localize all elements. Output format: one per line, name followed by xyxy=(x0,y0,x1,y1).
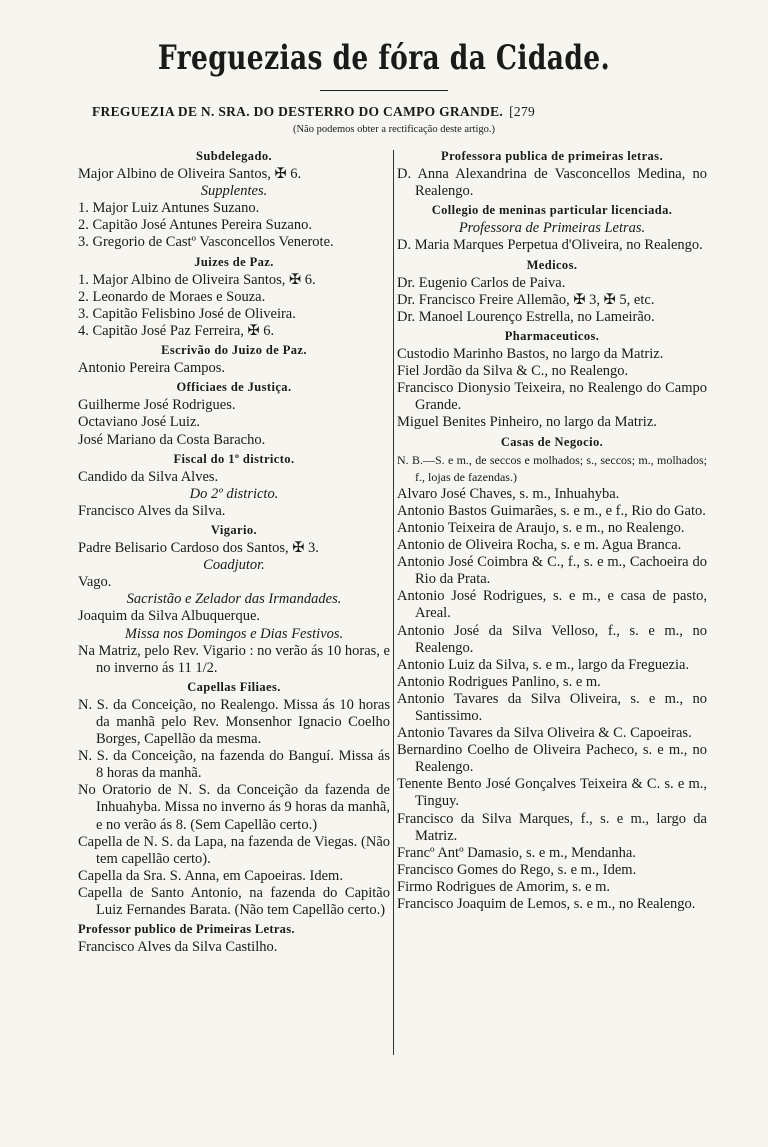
section-heading-fiscal-2: Do 2º districto. xyxy=(189,485,279,502)
list-item: Guilherme José Rodrigues. xyxy=(78,397,236,414)
section-heading-juizes: Juizes de Paz. xyxy=(194,254,274,269)
section-heading-missa: Missa nos Domingos e Dias Festivos. xyxy=(124,625,344,642)
list-item: 1. Major Luiz Antunes Suzano. xyxy=(78,200,260,217)
section-heading-pharmaceuticos: Pharmaceuticos. xyxy=(504,328,600,343)
list-item: Francisco Dionysio Teixeira, no Realengo do Campo Grande. xyxy=(397,380,707,414)
abbreviation-note: N. B.—S. e m., de seccos e molhados; s., seccos; m., molhados; f., lojas de fazendas.) xyxy=(397,452,707,484)
entry-professora-primeiras: D. Maria Marques Perpetua d'Oliveira, no Realengo. xyxy=(397,237,703,254)
section-heading-casas: Casas de Negocio. xyxy=(500,434,604,449)
list-item: 3. Gregorio de Castº Vasconcellos Venerote. xyxy=(78,234,334,251)
list-item: Capella da Sra. S. Anna, em Capoeiras. Idem. xyxy=(78,867,343,884)
list-item: Custodio Marinho Bastos, no largo da Matriz. xyxy=(397,346,664,363)
editorial-note: (Não podemos obter a rectificação deste artigo.) xyxy=(292,124,496,135)
entry-coadjutor: Vago. xyxy=(78,574,112,591)
section-heading-professor: Professor publico de Primeiras Letras. xyxy=(78,922,295,937)
list-item: Francisco Gomes do Rego, s. e m., Idem. xyxy=(397,861,637,878)
entry-vigario: Padre Belisario Cardoso dos Santos, ✠ 3. xyxy=(78,540,319,557)
left-column xyxy=(78,146,390,956)
entry-fiscal-2: Francisco Alves da Silva. xyxy=(78,502,226,519)
section-heading-subdelegado: Subdelegado. xyxy=(195,149,272,163)
list-item: Firmo Rodrigues de Amorim, s. e m. xyxy=(397,878,611,895)
entry-missa: Na Matriz, pelo Rev. Vigario : no verão ás 10 horas, e no inverno ás 11 1/2. xyxy=(78,642,390,676)
list-item: Dr. Francisco Freire Allemão, ✠ 3, ✠ 5, etc. xyxy=(397,291,655,308)
section-heading-fiscal-1: Fiscal do 1º districto. xyxy=(173,451,295,466)
list-item: Antonio Luiz da Silva, s. e m., largo da Freguezia. xyxy=(397,656,690,673)
list-item: José Mariano da Costa Baracho. xyxy=(78,431,266,448)
list-item: Tenente Bento José Gonçalves Teixeira & C. s. e m., Tinguy. xyxy=(397,776,707,810)
section-heading-officiaes: Officiaes de Justiça. xyxy=(176,380,292,395)
list-item: Francº Antº Damasio, s. e m., Mendanha. xyxy=(397,844,636,861)
list-item: Antonio Tavares da Silva Oliveira & C. Capoeiras. xyxy=(397,725,692,742)
list-item: Octaviano José Luiz. xyxy=(78,414,201,431)
entry-escrivao: Antonio Pereira Campos. xyxy=(78,360,225,377)
parish-name: FREGUEZIA DE N. SRA. DO DESTERRO DO CAMPO GRANDE. xyxy=(92,104,504,119)
parish-header xyxy=(92,104,692,120)
list-item: Dr. Manoel Lourenço Estrella, no Lameirão. xyxy=(397,308,655,325)
section-heading-escrivao: Escrivão do Juizo de Paz. xyxy=(161,343,307,358)
title-rule xyxy=(320,90,448,91)
list-item: Antonio de Oliveira Rocha, s. e m. Agua Branca. xyxy=(397,537,682,554)
list-item: Antonio Tavares da Silva Oliveira, s. e m., no Santissimo. xyxy=(397,690,707,724)
section-heading-capellas: Capellas Filiaes. xyxy=(187,679,281,694)
list-item: Antonio Rodrigues Panlino, s. e m. xyxy=(397,673,601,690)
list-item: N. S. da Conceição, na fazenda do Banguí. Missa ás 8 horas da manhã. xyxy=(78,748,390,782)
list-item: Antonio José Rodrigues, s. e m., e casa de pasto, Areal. xyxy=(397,588,707,622)
list-item: Capella de N. S. da Lapa, na fazenda de Viegas. (Não tem capellão certo). xyxy=(78,833,390,867)
list-item: 2. Leonardo de Moraes e Souza. xyxy=(78,288,266,305)
section-heading-vigario: Vigario. xyxy=(210,522,258,537)
list-item: Capella de Santo Antonio, na fazenda do Capitão Luiz Fernandes Barata. (Não tem Capellão certo.) xyxy=(78,884,390,919)
list-item: 2. Capitão José Antunes Pereira Suzano. xyxy=(78,217,312,234)
section-heading-professora: Professora publica de primeiras letras. xyxy=(441,149,663,163)
section-heading-coadjutor: Coadjutor. xyxy=(203,557,265,574)
list-item: Fiel Jordão da Silva & C., no Realengo. xyxy=(397,363,629,380)
list-item: No Oratorio de N. S. da Conceição da fazenda de Inhuahyba. Missa no inverno ás 9 horas da manhã, e no verão ás 8. (Sem Capellão certo.) xyxy=(78,782,390,833)
entry-professor: Francisco Alves da Silva Castilho. xyxy=(78,939,278,956)
list-item: 4. Capitão José Paz Ferreira, ✠ 6. xyxy=(78,322,275,339)
list-item: Antonio José Coimbra & C., f., s. e m., Cachoeira do Rio da Prata. xyxy=(397,554,707,588)
page-title: Freguezias de fóra da Cidade. xyxy=(157,38,611,78)
section-heading-medicos: Medicos. xyxy=(526,257,578,272)
list-item: Francisco Joaquim de Lemos, s. e m., no Realengo. xyxy=(397,896,696,913)
entry-subdelegado: Major Albino de Oliveira Santos, ✠ 6. xyxy=(78,166,302,183)
list-item: N. S. da Conceição, no Realengo. Missa ás 10 horas da manhã pelo Rev. Monsenhor Ignacio Coelho Borges, Capellão da mesma. xyxy=(78,696,390,748)
list-item: Antonio Teixeira de Araujo, s. e m., no Realengo. xyxy=(397,519,685,536)
column-divider xyxy=(393,150,394,1055)
list-item: 3. Capitão Felisbino José de Oliveira. xyxy=(78,305,296,322)
section-heading-supplentes: Supplentes. xyxy=(200,183,268,200)
list-item: Alvaro José Chaves, s. m., Inhuahyba. xyxy=(397,485,620,502)
page-number: [279 xyxy=(509,104,536,119)
entry-professora: D. Anna Alexandrina de Vasconcellos Medina, no Realengo. xyxy=(397,166,707,200)
list-item: Antonio Bastos Guimarães, s. e m., e f., Rio do Gato. xyxy=(397,502,706,519)
entry-fiscal-1: Candido da Silva Alves. xyxy=(78,468,219,485)
entry-sacristao: Joaquim da Silva Albuquerque. xyxy=(78,608,261,625)
list-item: Miguel Benites Pinheiro, no largo da Matriz. xyxy=(397,414,657,431)
list-item: Francisco da Silva Marques, f., s. e m., largo da Matriz. xyxy=(397,810,707,844)
list-item: Dr. Eugenio Carlos de Paiva. xyxy=(397,274,566,291)
right-column xyxy=(397,146,707,913)
section-heading-sacristao: Sacristão e Zelador das Irmandades. xyxy=(126,591,342,608)
list-item: Bernardino Coelho de Oliveira Pacheco, s. e m., no Realengo. xyxy=(397,742,707,776)
section-heading-collegio: Collegio de meninas particular licenciada. xyxy=(431,203,673,218)
list-item: Antonio José da Silva Velloso, f., s. e m., no Realengo. xyxy=(397,622,707,656)
section-heading-professora-primeiras: Professora de Primeiras Letras. xyxy=(458,220,646,237)
list-item: 1. Major Albino de Oliveira Santos, ✠ 6. xyxy=(78,271,316,288)
